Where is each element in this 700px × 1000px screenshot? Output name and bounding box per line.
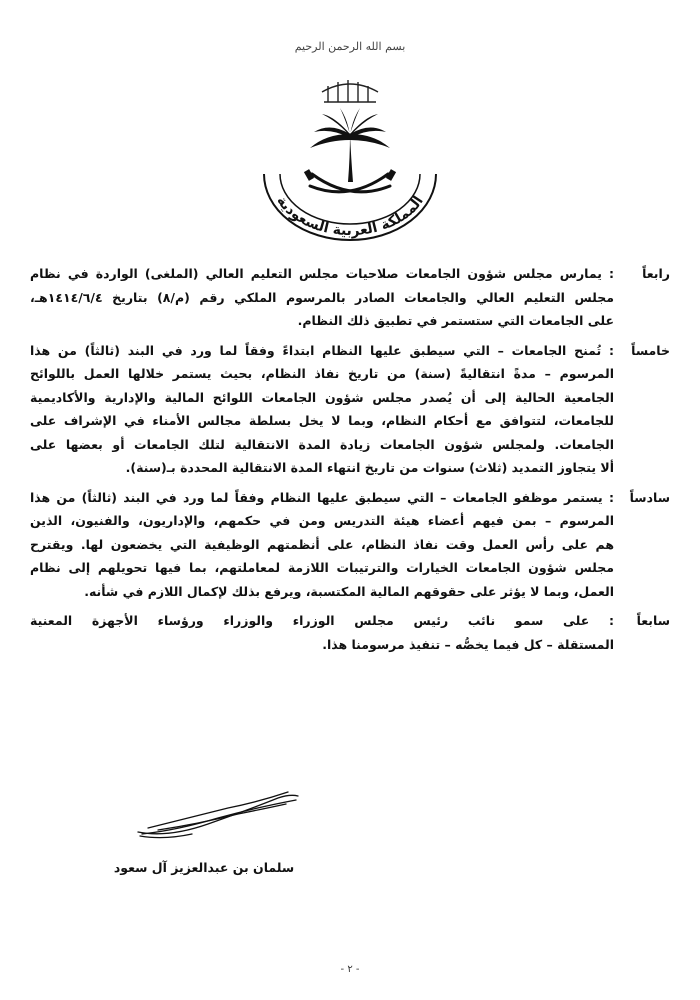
handwritten-signature-icon (128, 788, 308, 848)
article-fourth (30, 262, 670, 333)
emblem-name-text: المملكة العربية السعودية (273, 193, 427, 240)
basmala: بسم الله الرحمن الرحيم (294, 40, 406, 53)
signatory-name: سلمان بن عبدالعزيز آل سعود (113, 860, 295, 875)
article-text (30, 609, 614, 656)
article-label: سابعاً (636, 613, 670, 628)
article-line: المرسوم – مدةً انتقاليةً (سنة) من تاريخ نفاذ النظام، بحيث يستمر خلالها العمل باللوائح (30, 366, 614, 381)
page-number: - ٢ - (340, 964, 360, 975)
decree-articles (30, 262, 670, 662)
article-line: : على سمو نائب رئيس مجلس الوزراء والوزراء ورؤساء الأجهزة المعنية (30, 613, 614, 628)
article-line: المرسوم – بمن فيهم أعضاء هيئة التدريس ومن في حكمهم، والإداريون، والفنيون، الذين (30, 513, 614, 528)
article-line: مجلس التعليم العالي والجامعات الصادر بالمرسوم الملكي رقم (م/٨) بتاريخ ١٤١٤/٦/٤هـ، (30, 289, 614, 305)
article-label: رابعاً (642, 266, 670, 281)
article-text (30, 486, 614, 604)
article-fifth (30, 339, 670, 480)
article-text (30, 339, 614, 480)
article-sixth (30, 486, 670, 604)
article-line: العمل، وبما لا يؤثر على حقوقهم المالية المكتسبة، ويرفع بذلك لإكمال اللازم في شأنه. (84, 583, 614, 599)
saudi-emblem-icon (250, 62, 450, 252)
article-seventh (30, 609, 670, 656)
article-line: : يستمر موظفو الجامعات – التي سيطبق عليها النظام وفقاً لما ورد في البند (ثالثاً) من هذا (30, 489, 614, 505)
article-text (30, 262, 614, 333)
article-line: على الجامعات التي ستستمر في تطبيق ذلك النظام. (297, 313, 614, 328)
article-line: للجامعات، لتتوافق مع أحكام النظام، وبما لا يخل بسلطة مجالس الأمناء في الإشراف على (30, 413, 614, 428)
article-line: المستقلة – كل فيما يخصُّه – تنفيذ مرسومنا هذا. (322, 636, 614, 652)
article-label: سادساً (629, 489, 670, 505)
article-line: الجامعات. ولمجلس شؤون الجامعات زيادة المدة الانتقالية لتلك الجامعات أو بعضها على (30, 436, 614, 452)
article-line: الجامعية الحالية إلى أن يُصدر مجلس شؤون الجامعات اللوائح المالية والإدارية والأكاديمية (30, 389, 614, 405)
article-line: ألا يتجاوز التمديد (ثلاث) سنوات من تاريخ انتهاء المدة الانتقالية المحددة بـ(سنة). (125, 460, 614, 475)
article-line: مجلس شؤون الجامعات الخيارات والترتيبات اللازمة لمعاملتهم، بما فيها تحويلهم إلى نظام (30, 560, 614, 575)
article-line: هم على رأس العمل وقت نفاذ النظام، على أنظمتهم الوظيفية التي يخضعون لها. ويقترح (30, 536, 614, 552)
article-line: : يمارس مجلس شؤون الجامعات صلاحيات مجلس التعليم العالي (الملغى) الواردة في نظام (30, 266, 614, 281)
article-label: خامساً (631, 342, 670, 358)
svg-text:المملكة العربية السعودية (273, 193, 427, 239)
article-line: : تُمنح الجامعات – التي سيطبق عليها النظام ابتداءً وفقاً لما ورد في البند (ثالثاً) من هذا (30, 342, 614, 358)
